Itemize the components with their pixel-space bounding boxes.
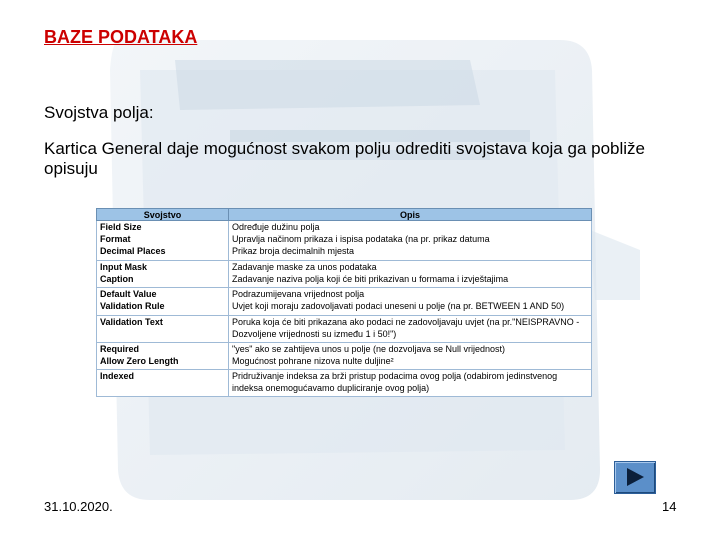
property-name: Indexed	[100, 370, 135, 381]
property-description-cell	[229, 221, 592, 261]
property-name: Required	[100, 343, 140, 354]
property-name: Caption	[100, 274, 134, 285]
table-row	[97, 288, 592, 315]
property-name: Default Value	[100, 289, 157, 300]
property-name: Input Mask	[100, 262, 148, 273]
property-name: Field Size	[100, 222, 142, 232]
property-description: Zadavanje maske za unos podataka	[232, 262, 377, 273]
table-row	[97, 369, 592, 396]
column-header-description: Opis	[229, 209, 592, 221]
property-name: Validation Text	[100, 316, 163, 327]
property-name: Allow Zero Length	[100, 355, 179, 366]
property-description: Upravlja načinom prikaza i ispisa podataka (na pr. prikaz datuma	[232, 234, 490, 244]
property-description: Određuje dužinu polja	[232, 222, 320, 232]
property-name-cell	[97, 221, 229, 261]
property-name-cell	[97, 315, 229, 342]
property-description: "yes" ako se zahtijeva unos u polje (ne dozvoljava se Null vrijednost)	[232, 343, 506, 354]
property-description: Zadavanje naziva polja koji će biti prikazivan u formama i izvještajima	[232, 274, 509, 285]
property-description: Poruka koja će biti prikazana ako podaci ne zadovoljavaju uvjet (na pr."NEISPRAVNO - Dozvoljene vrijednosti su između 1 i 50!")	[232, 316, 580, 339]
table-row	[97, 342, 592, 369]
next-slide-button[interactable]	[614, 461, 656, 494]
property-name: Validation Rule	[100, 301, 165, 312]
play-triangle-icon	[625, 467, 645, 487]
property-name-cell	[97, 261, 229, 288]
property-name: Format	[100, 234, 131, 244]
slide-date: 31.10.2020.	[44, 499, 113, 514]
property-description-cell	[229, 342, 592, 369]
table-row	[97, 315, 592, 342]
table-row	[97, 261, 592, 288]
property-name-cell	[97, 369, 229, 396]
field-properties-table	[96, 208, 592, 397]
property-description: Prikaz broja decimalnih mjesta	[232, 246, 355, 256]
table-row	[97, 221, 592, 261]
property-description-cell	[229, 288, 592, 315]
property-description: Pridruživanje indeksa za brži pristup podacima ovog polja (odabirom jedinstvenog indeksa onemogućavamo dupliciranje ovog polja)	[232, 370, 558, 393]
property-description-cell	[229, 369, 592, 396]
property-description-cell	[229, 315, 592, 342]
column-header-property: Svojstvo	[97, 209, 229, 221]
body-paragraph: Kartica General daje mogućnost svakom polju odrediti svojstava koja ga pobliže opisuju	[44, 139, 645, 178]
property-description: Podrazumijevana vrijednost polja	[232, 289, 365, 300]
property-description-cell	[229, 261, 592, 288]
property-description: Uvjet koji moraju zadovoljavati podaci uneseni u polje (na pr. BETWEEN 1 AND 50)	[232, 301, 565, 312]
slide-title: BAZE PODATAKA	[44, 27, 198, 47]
property-name-cell	[97, 342, 229, 369]
section-subtitle: Svojstva polja:	[44, 103, 154, 122]
property-description: Mogućnost pohrane nizova nulte duljine²	[232, 355, 394, 366]
property-name: Decimal Places	[100, 246, 166, 256]
page-number: 14	[662, 499, 677, 514]
property-name-cell	[97, 288, 229, 315]
